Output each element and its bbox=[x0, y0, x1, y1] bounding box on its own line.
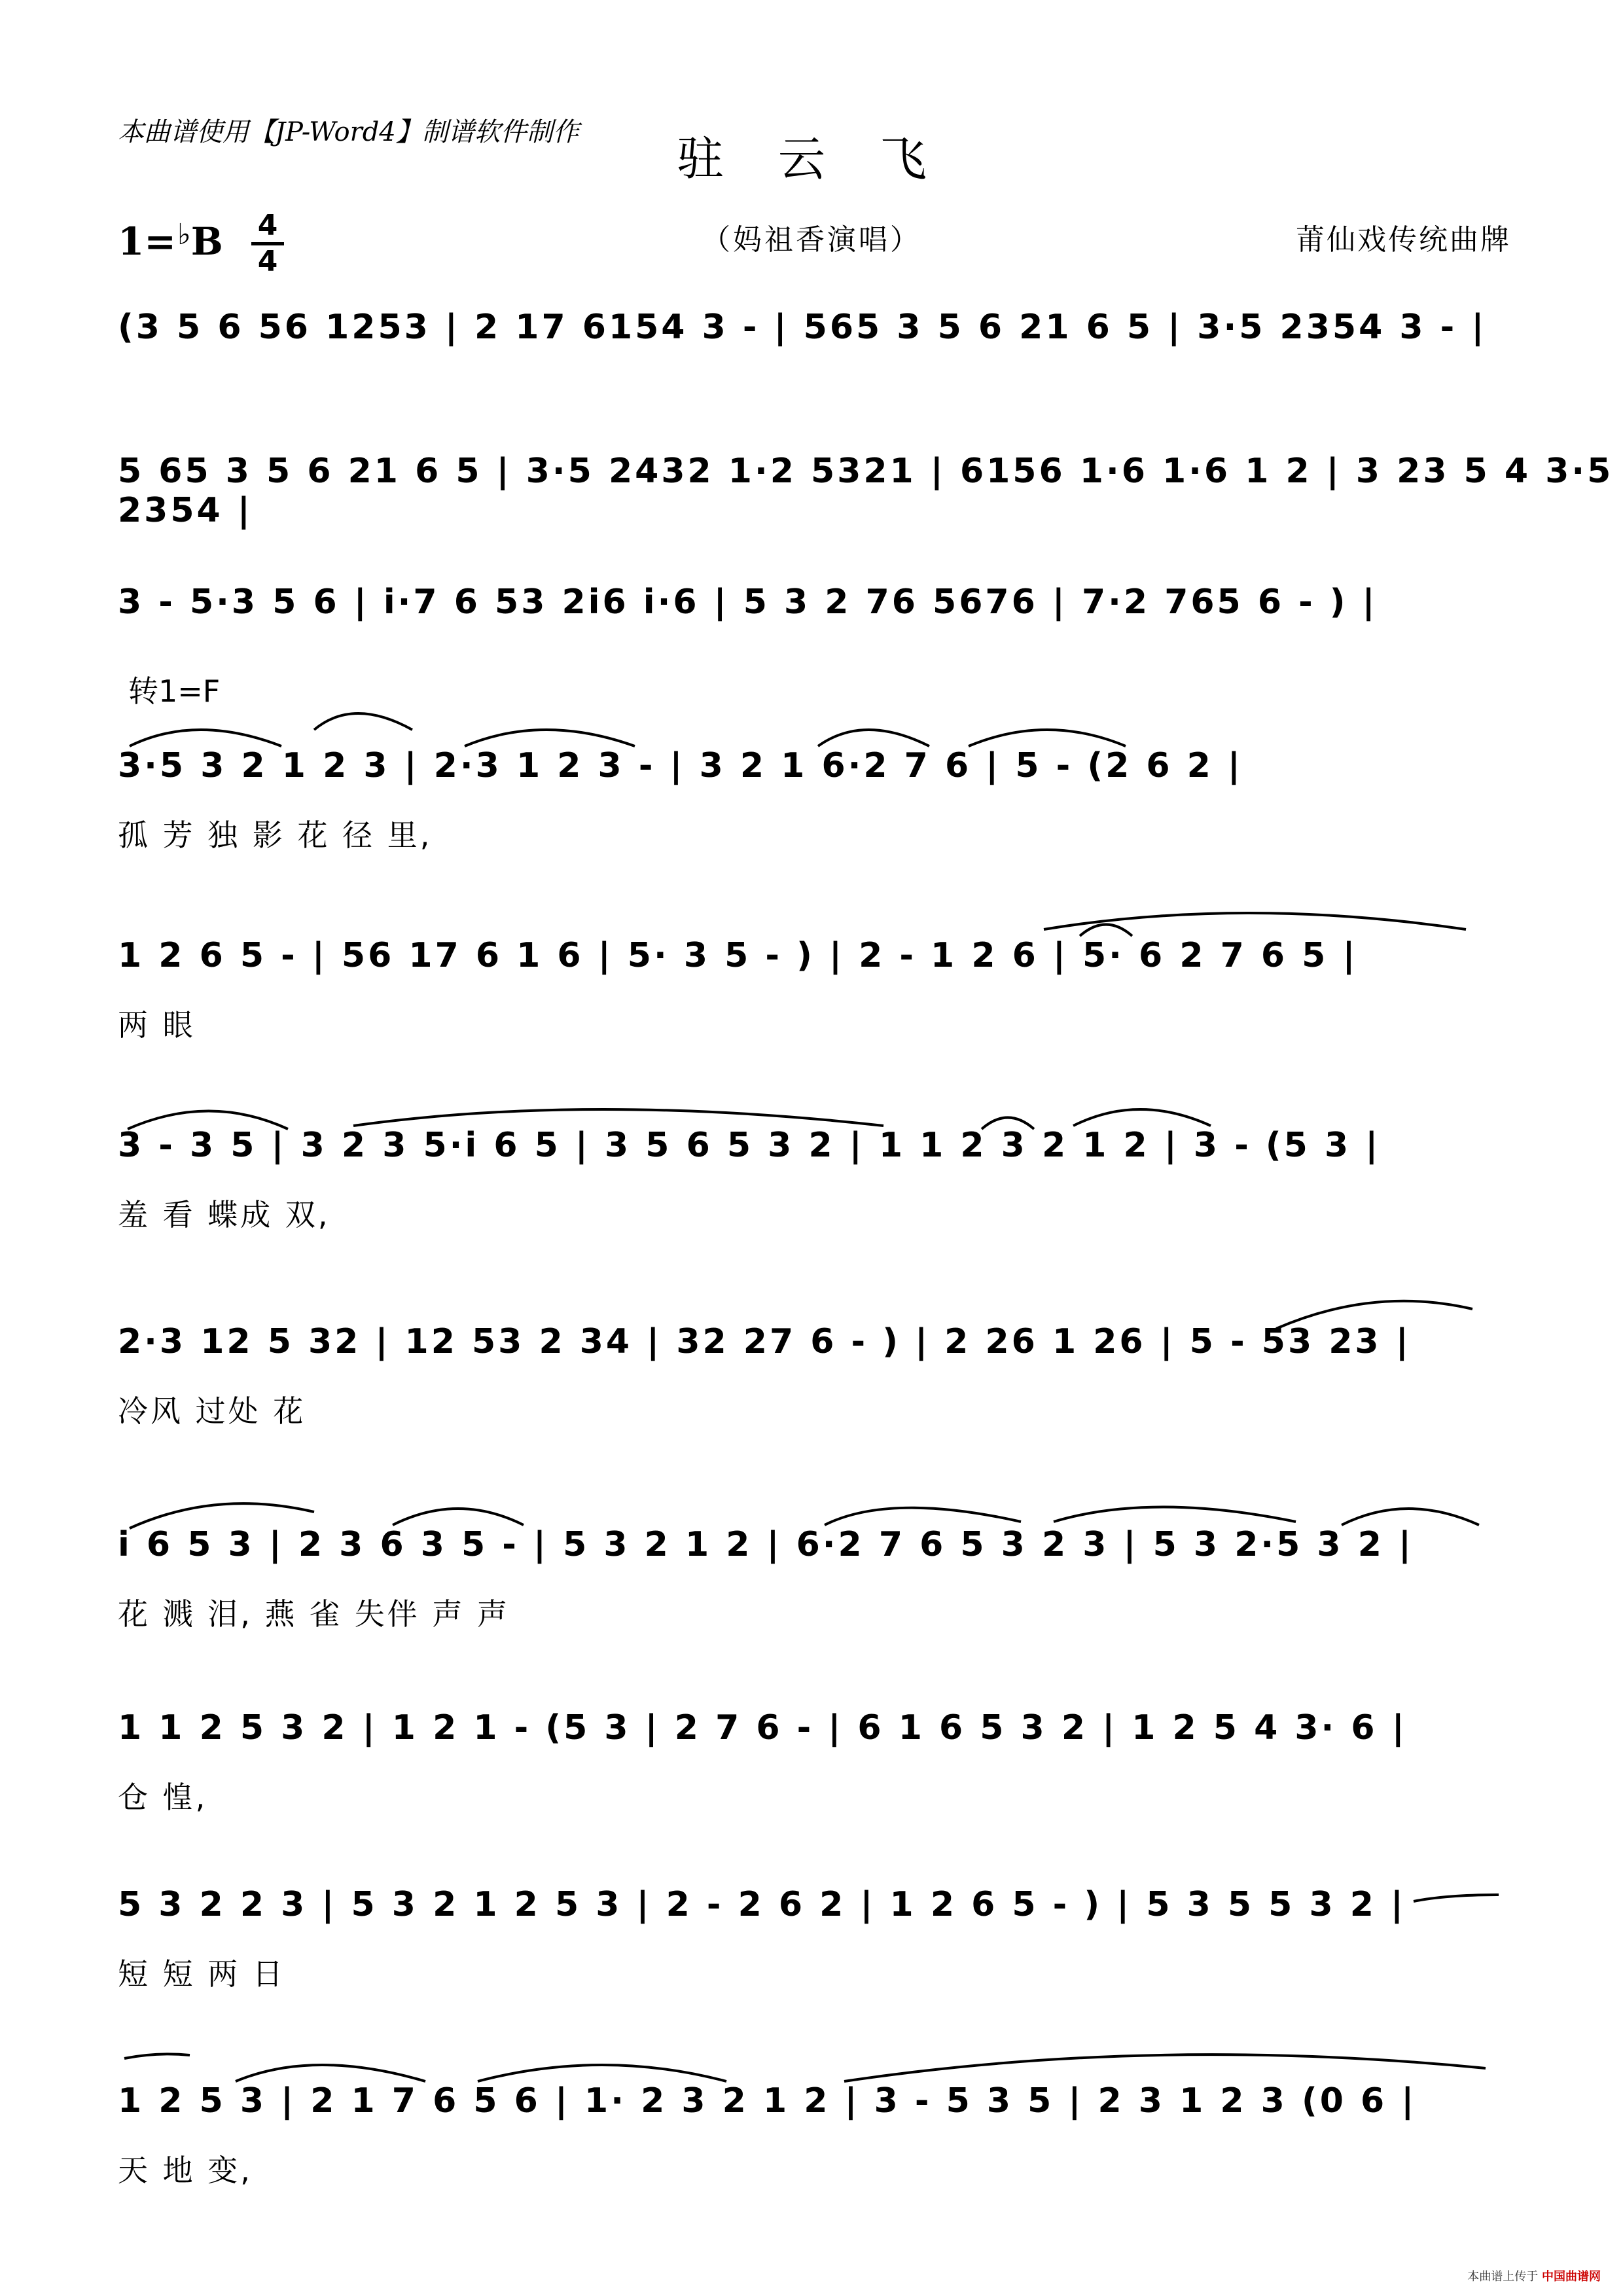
notation-line: 1 1 2 5 3 2 | 1 2 1 - (5 3 | 2 7 6 - | 6 1 6 5 3 2 | 1 2 5 4 3· 6 | bbox=[118, 1708, 1407, 1748]
key-change-label: 转1=F bbox=[128, 673, 221, 709]
slur bbox=[1342, 1509, 1479, 1525]
slur bbox=[1044, 913, 1466, 929]
slur bbox=[128, 1111, 288, 1130]
time-signature-bottom: 4 bbox=[257, 245, 278, 278]
notation-line: 1 2 6 5 - | 56 17 6 1 6 | 5· 3 5 - ) | 2 - 1 2 6 | 5· 6 2 7 6 5 | bbox=[118, 936, 1358, 975]
notation-line: 5 65 3 5 6 21 6 5 | 3·5 2432 1·2 5321 | 6156 1·6 1·6 1 2 | 3 23 5 4 3·5 2354 | bbox=[118, 452, 1614, 530]
software-note: 本曲谱使用【JP-Word4】制谱软件制作 bbox=[118, 117, 579, 147]
song-title: 驻 云 飞 bbox=[677, 132, 946, 187]
notation-line: 5 3 2 2 3 | 5 3 2 1 2 5 3 | 2 - 2 6 2 | 1 2 6 5 - ) | 5 3 5 5 3 2 | bbox=[118, 1885, 1406, 1924]
notation-line: (3 5 6 56 1253 | 2 17 6154 3 - | 565 3 5 6 21 6 5 | 3·5 2354 3 - | bbox=[118, 308, 1487, 347]
notation-line: 3·5 3 2 1 2 3 | 2·3 1 2 3 - | 3 2 1 6·2 7 6 | 5 - (2 6 2 | bbox=[118, 746, 1243, 785]
upload-footer bbox=[1467, 2267, 1601, 2284]
flat-sign: ♭ bbox=[177, 218, 191, 251]
notation-line: 1 2 5 3 | 2 1 7 6 5 6 | 1· 2 3 2 1 2 | 3 - 5 3 5 | 2 3 1 2 3 (0 6 | bbox=[118, 2081, 1417, 2121]
slur bbox=[1080, 925, 1132, 937]
lyric-line: 仓 惶, bbox=[118, 1780, 208, 1815]
lyric-line: 短 短 两 日 bbox=[118, 1956, 285, 1992]
slur bbox=[236, 2065, 425, 2081]
slur bbox=[353, 1109, 883, 1126]
slur bbox=[844, 2054, 1486, 2081]
lyric-line: 孤 芳 独 影 花 径 里, bbox=[118, 817, 433, 853]
lyric-line: 冷风 过处 花 bbox=[118, 1393, 306, 1429]
notation-line: 3 - 3 5 | 3 2 3 5·i 6 5 | 3 5 6 5 3 2 | 1 1 2 3 2 1 2 | 3 - (5 3 | bbox=[118, 1126, 1381, 1165]
notation-line: 3 - 5·3 5 6 | i·7 6 53 2i6 i·6 | 5 3 2 76 5676 | 7·2 765 6 - ) | bbox=[118, 583, 1378, 622]
singer-credit: （妈祖香演唱） bbox=[702, 223, 921, 257]
slur bbox=[982, 1118, 1034, 1130]
slur bbox=[1073, 1109, 1211, 1126]
tune-origin: 莆仙戏传统曲牌 bbox=[1296, 223, 1511, 257]
key-note: B bbox=[190, 219, 223, 264]
key-prefix: 1= bbox=[118, 219, 176, 264]
upload-note: 本曲谱上传于 bbox=[1467, 2270, 1539, 2284]
slur bbox=[130, 730, 281, 746]
slur bbox=[478, 2065, 726, 2081]
lyric-line: 天 地 变, bbox=[118, 2153, 253, 2188]
slur bbox=[314, 713, 412, 730]
slur bbox=[130, 1503, 314, 1528]
slur bbox=[969, 730, 1126, 746]
slur bbox=[1054, 1507, 1296, 1522]
slur bbox=[825, 1508, 1021, 1525]
time-signature-top: 4 bbox=[257, 209, 278, 242]
notation-line: i 6 5 3 | 2 3 6 3 5 - | 5 3 2 1 2 | 6·2 7 6 5 3 2 3 | 5 3 2·5 3 2 | bbox=[118, 1525, 1414, 1564]
slur bbox=[393, 1509, 524, 1525]
slur bbox=[124, 2054, 190, 2058]
slur bbox=[1414, 1895, 1499, 1901]
lyric-line: 羞 看 蝶成 双, bbox=[118, 1197, 330, 1232]
notation-line: 2·3 12 5 32 | 12 53 2 34 | 32 27 6 - ) | 2 26 1 26 | 5 - 53 23 | bbox=[118, 1322, 1411, 1361]
site-name: 中国曲谱网 bbox=[1542, 2270, 1601, 2284]
slur bbox=[1276, 1301, 1472, 1329]
lyric-line: 花 溅 泪, 燕 雀 失伴 声 声 bbox=[118, 1596, 510, 1632]
slur bbox=[818, 730, 929, 746]
slur bbox=[465, 730, 635, 746]
lyric-line: 两 眼 bbox=[118, 1007, 196, 1043]
